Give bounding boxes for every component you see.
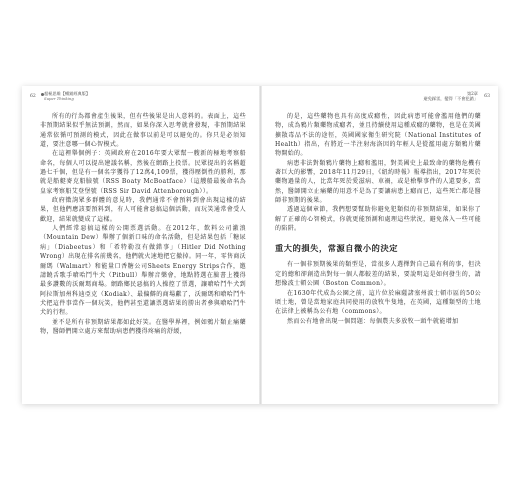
left-header-title: 超極思維【暢銷經典版】: [44, 91, 91, 96]
left-body-text: [40, 112, 246, 336]
left-header-subtitle: Super Thinking: [44, 96, 74, 102]
right-header-title: 第2章: [466, 91, 478, 96]
book-spread: [22, 86, 498, 404]
paragraph: 然而公有地會出現一個問題：每個農夫多放牧一頭牛就能增加: [287, 317, 459, 325]
paragraph: 有一個非預期後果的類型是，當很多人選擇對自己最有利的事，但決定的總和卻創造出對每一個人都較差的結果，要說明這是如何發生的，請想像波士頓公園（Boston Common）。: [275, 261, 481, 288]
right-header-subtitle: 避免踩雷，變得「不會犯錯」: [423, 96, 478, 102]
paragraph: 病患非法對類鴉片藥物上癮和濫用，對美國史上最致命的藥物危機有著巨大的影響，2018年11月29日，《紐約時報》報導指出，2017年死於藥物過量的人，比當年死於愛滋病、車禍，或是槍擊事件的人還要多，當然，醫師開立止痛藥的用意不是為了要讓病患上癮而已，這些死亡都是醫師非預期的後果。: [275, 159, 481, 205]
right-page-number: 63: [484, 94, 490, 99]
paragraph: 政府徵詢眾多群體的意見時，我們通常不會預料到會出現這樣的結果，但他們應該要預料到，有人可能會惡搞這個活動，而玩笑通常會受人歡迎，結果就變成了這樣。: [40, 197, 246, 223]
right-running-header: [424, 91, 478, 102]
paragraph: 的是，這些藥物也具有高度成癮性，因此病患可能會濫用他們的藥物，成為鴉片類藥物成癮者，並且持續使用這種成癮的藥物，也是在美國擴散毒品不法的途徑，英國國家衛生研究院（National Institutes of Health）指出，有將近一半注射海洛因的年輕人是從濫用處方類鴉片藥物開始的。: [275, 113, 481, 158]
right-body-text: [275, 112, 481, 326]
right-page: [262, 86, 498, 404]
paragraph: 所有的行為都會產生後果，但有些後果是出人意料的。表面上，這些非預期結果似乎無法預測，然而，如果你深入思考就會發現，非預期結果通常依循可預測的模式，因此在做事以前是可以避免的。你只是必須知道，要注意哪一個心智模式。: [40, 113, 246, 149]
left-page-number: 62: [30, 94, 36, 99]
paragraph: 透過這個章節，我們想要幫助你避免犯類似的非預期結果，如果你了解了正確的心智模式，你就更能預測和處理這些狀況，避免落入一些可能的陷阱。: [275, 206, 481, 233]
paragraph: 並不是所有非預期結果都如此好笑。在醫學界裡，例如鴉片類止痛藥物，醫師們開立處方來幫助病患們獲得疼痛的舒緩，: [40, 318, 246, 335]
left-page: [22, 86, 258, 404]
paragraph: 在這裡舉個例子：英國政府在2016年要大眾幫一艘新的極地考察船命名，每個人可以提出建議名稱，然後在網路上投票。民眾提出的名稱超過七千個，但是有一個名字獲得了12萬4,109票，獲得壓倒性的勝利，那就是船艇麥克船臉號（RSS Boaty McBoatface）（這艘船最後命名為皇家考察船艾登堡號（RSS Sir David Attenborough））。: [40, 150, 246, 195]
left-running-header: [44, 91, 90, 102]
paragraph: 人們經常惡搞這樣的公開票選活動。在2012年，飲料公司激浪（Mountain Dew）舉辦了個新口味的命名活動，但是結果包括「糖尿病」（Diabeetus）和「希特勒沒有做錯事」（Hitler Did Nothing Wrong）出現在排名前幾名，他們就火速地把它撤掉。同一年，零售商沃爾瑪（Walmart）和能量口香糖公司Sheets Energy Strips合作，邀請饒舌歌手嗆哈鬥牛犬（Pitbull）舉辦音樂會，地點將選在臉書上獲得最多讚數的沃爾瑪商場。網路鄉民惡搞的人操控了票選，讓嗆哈鬥牛犬到阿拉斯加州科迪亞克（Kodiak）、最偏僻的商場獻了，沃爾瑪和嗆哈鬥牛犬把這件事當作一個玩笑，他們甚至還讓票選結果的勝出者參與嗆哈鬥牛犬的行程。: [40, 225, 246, 317]
section-heading: 重大的損失，常源自微小的決定: [275, 243, 399, 254]
paragraph: 在1630年代成為公園之前，這片位於麻薩諸塞州波士頓市區的50公頃土地，曾是當地家庭共同使用的放牧牛隻地，在英國，這種類型的土地在法律上被稱為公有地（commons）。: [275, 289, 481, 316]
